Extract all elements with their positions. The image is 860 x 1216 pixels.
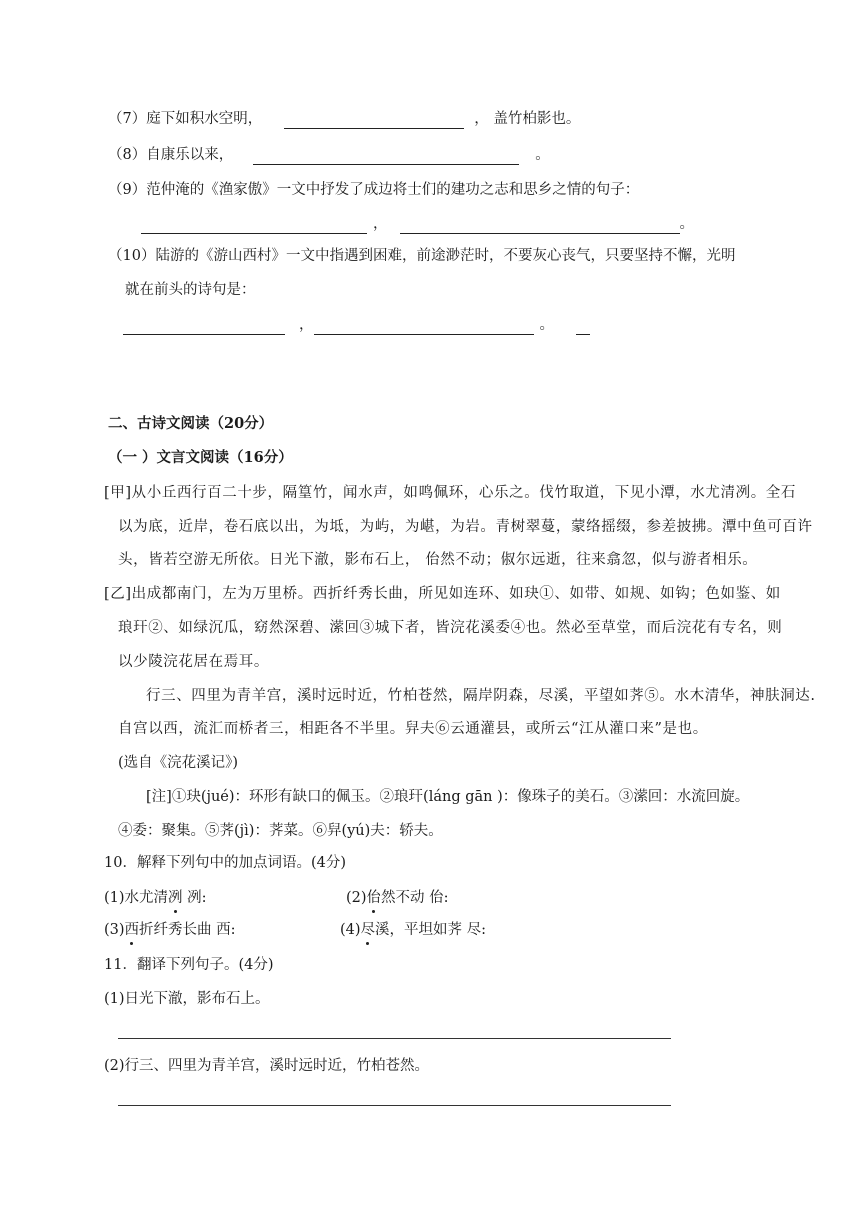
q10-title: 10．解释下列句中的加点词语。(4分) (104, 855, 346, 871)
question-9-comma: ， (373, 216, 388, 232)
question-9-text: （9）范仲淹的《渔家傲》一文中抒发了成边将士们的建功之志和思乡之情的句子： (108, 182, 640, 198)
q11-title: 11．翻译下列句子。(4分) (104, 957, 274, 973)
q10-item-1 (104, 888, 207, 908)
question-7-prefix: （7）庭下如积水空明， (108, 111, 263, 127)
notes-line-1: [注]①玦(jué)：环形有缺口的佩玉。②琅玕(láng gān )：像珠子的美石。③潆回：水流回旋。 (146, 789, 750, 805)
answer-blank-10b[interactable] (314, 318, 534, 335)
answer-blank-10a[interactable] (123, 318, 285, 335)
question-7 (108, 109, 580, 129)
q10-item-4-post: 溪，平坦如荠 尽: (375, 922, 487, 938)
q10-item-3-post: 折纤秀长曲 西: (139, 922, 236, 938)
q10-item-4-dotted-word: 尽 (360, 922, 376, 938)
question-9-answer (141, 214, 694, 234)
passage-jia-line-1: [甲]从小丘西行百二十步，隔篁竹，闻水声，如鸣佩环，心乐之。伐竹取道，下见小潭，水尤清冽。全石 (104, 485, 797, 501)
q10-item-2 (346, 888, 449, 908)
question-10-comma: ， (299, 317, 314, 333)
q10-item-2-dotted-word: 佁 (366, 890, 382, 906)
section-2-subtitle: （一 ）文言文阅读（16分） (108, 449, 293, 466)
question-9 (108, 180, 639, 200)
question-8-suffix: 。 (535, 147, 550, 163)
question-8 (108, 145, 550, 165)
passage-source: (选自《浣花溪记》) (118, 755, 239, 771)
q11-sentence-2: (2)行三、四里为青羊宫，溪时远时近，竹柏苍然。 (104, 1058, 430, 1074)
answer-blank-9b[interactable] (400, 217, 680, 234)
q10-item-4-pre: (4) (340, 922, 361, 938)
passage-yi-line-3: 以少陵浣花居在焉耳。 (118, 654, 269, 670)
q10-item-2-post: 然不动 佁: (381, 890, 449, 906)
q11-sentence-1: (1)日光下澈，影布石上。 (104, 991, 270, 1007)
question-10-period: 。 (539, 317, 554, 333)
q10-item-1-pre: (1)水尤清 (104, 890, 169, 906)
passage-jia-line-2: 以为底，近岸，卷石底以出，为坻，为屿，为嵁，为岩。青树翠蔓，蒙络摇缀，参差披拂。潭中鱼可百许 (118, 519, 813, 535)
passage-jia-line-3: 头，皆若空游无所依。日光下澈，影布石上， 佁然不动；俶尔远逝，往来翕忽，似与游者相乐。 (118, 552, 758, 568)
notes-line-2: ④委：聚集。⑤荠(jì)：荠菜。⑥舁(yú)夫：轿夫。 (118, 823, 443, 839)
q10-item-3-pre: (3) (104, 922, 125, 938)
answer-blank-8[interactable] (253, 148, 519, 165)
q11-answer-line-2[interactable] (118, 1105, 671, 1106)
question-9-period: 。 (679, 216, 694, 232)
question-10-fill (108, 246, 735, 266)
passage-yi-line-2: 琅玕②、如绿沉瓜，窈然深碧、潆回③城下者，皆浣花溪委④也。然必至草堂，而后浣花有专名，则 (118, 620, 783, 636)
answer-blank-7[interactable] (284, 112, 464, 129)
question-10-answer (123, 315, 590, 335)
passage-yi-line-1: [乙]出成都南门，左为万里桥。西折纤秀长曲，所见如连环、如玦①、如带、如规、如钩；色如鉴、如 (104, 586, 781, 602)
question-10-fill-line2 (125, 280, 256, 300)
q10-item-3-dotted-word: 西 (124, 922, 140, 938)
question-10-line1: （10）陆游的《游山西村》一文中指遇到困难，前途渺茫时，不要灰心丧气，只要坚持不懈，光明 (108, 248, 736, 264)
question-8-prefix: （8）自康乐以来， (108, 147, 234, 163)
question-10-line2: 就在前头的诗句是： (125, 282, 256, 298)
q10-item-3 (104, 920, 236, 940)
q10-item-1-post: 冽: (182, 890, 207, 906)
section-2-title: 二、古诗文阅读（20分） (108, 415, 274, 432)
q10-item-1-dotted-word: 冽 (168, 890, 183, 906)
answer-blank-10c[interactable] (576, 318, 590, 335)
passage-yi-line-5: 自宫以西，流汇而桥者三，相距各不半里。舁夫⑥云通灌县，或所云“江从灌口来”是也。 (118, 721, 708, 737)
question-7-suffix: ， 盖竹柏影也。 (474, 111, 581, 127)
q10-item-4 (340, 920, 486, 940)
q10-item-2-pre: (2) (346, 890, 367, 906)
q11-answer-line-1[interactable] (118, 1038, 671, 1039)
passage-yi-line-4: 行三、四里为青羊宫，溪时远时近，竹柏苍然，隔岸阴森，尽溪，平望如荠⑤。水木清华，神肤洞达. (146, 688, 816, 704)
answer-blank-9a[interactable] (141, 217, 367, 234)
